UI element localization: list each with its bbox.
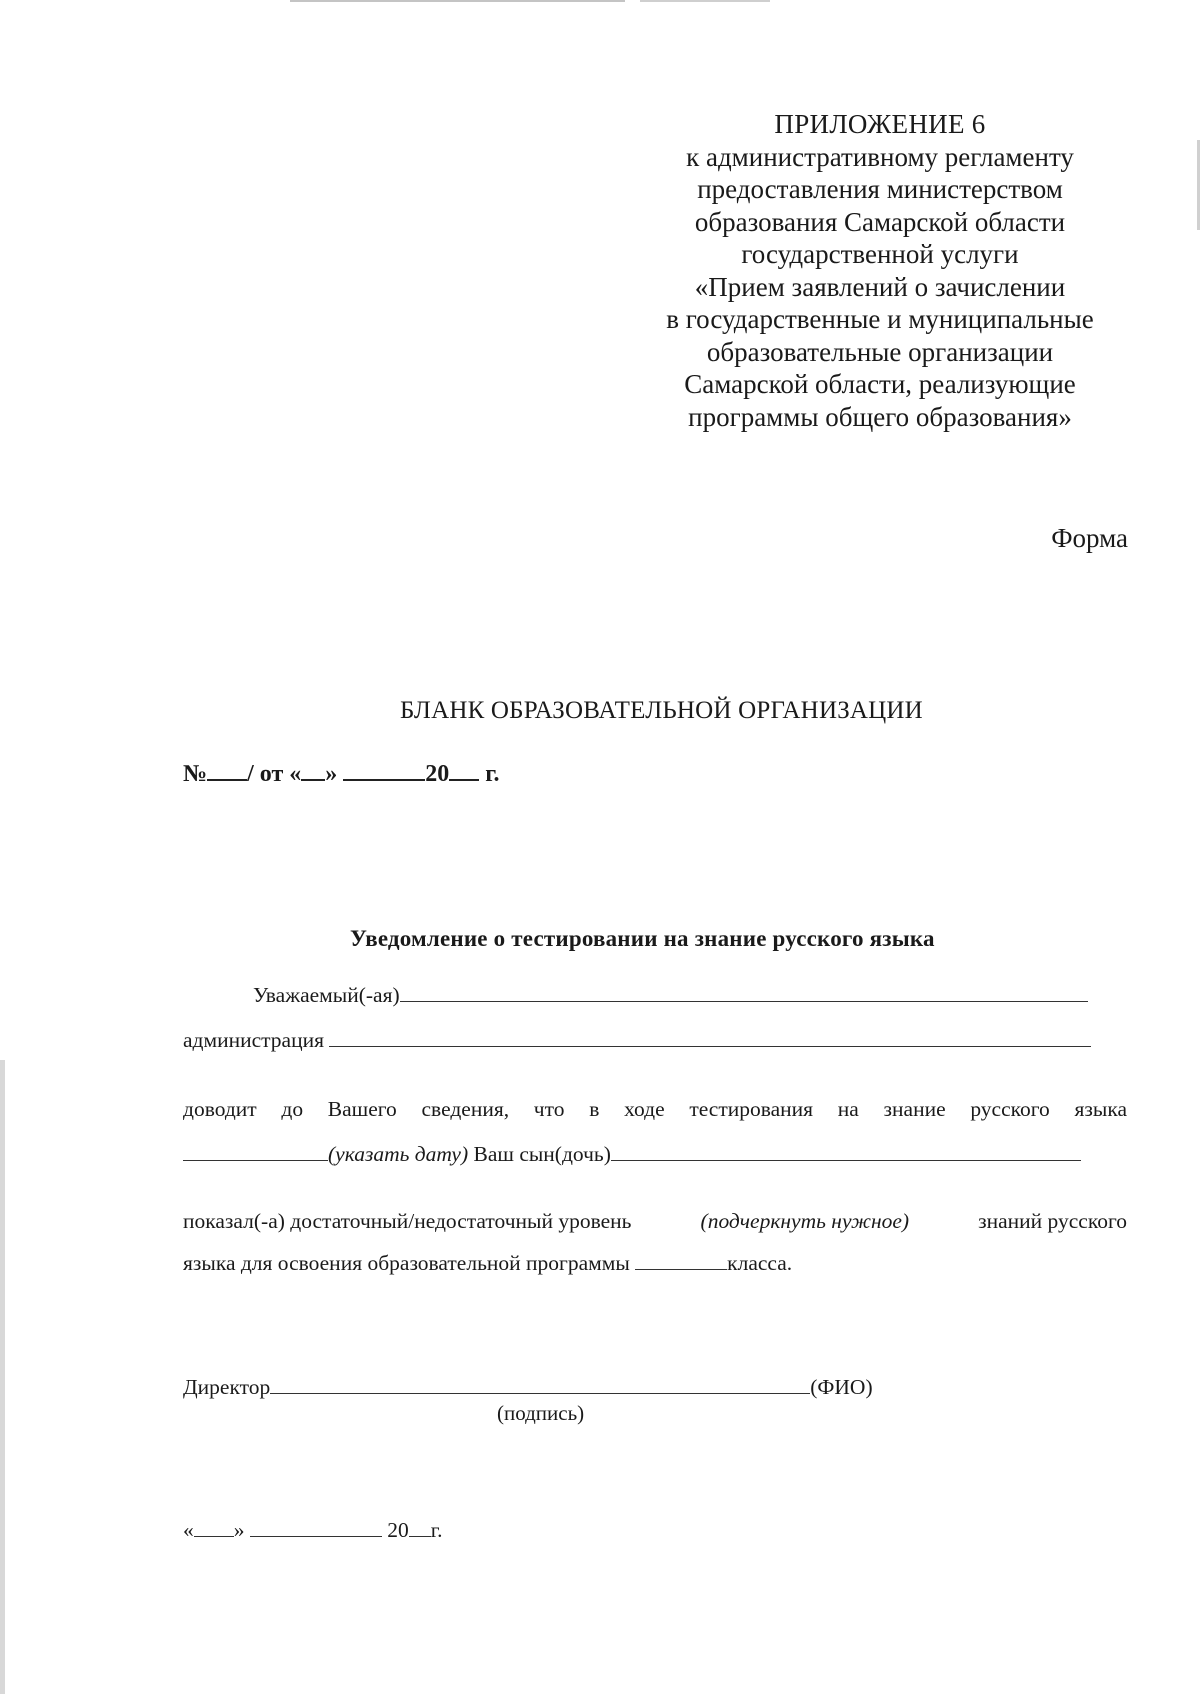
grade-label: класса. <box>727 1251 793 1275</box>
appendix-line: предоставления министерством <box>697 174 1063 204</box>
fio-label: (ФИО) <box>810 1375 873 1399</box>
appendix-title: ПРИЛОЖЕНИЕ 6 <box>774 109 986 139</box>
date-child-row <box>183 1142 1081 1167</box>
appendix-line: программы общего образования» <box>688 401 1072 432</box>
appendix-header <box>640 108 1120 433</box>
child-name-field[interactable] <box>611 1142 1081 1161</box>
appendix-line: государственной услуги <box>741 239 1019 269</box>
signature-date-row <box>183 1518 443 1543</box>
quote-open: « <box>183 1518 194 1542</box>
sign-month-field[interactable] <box>250 1518 382 1537</box>
program-row <box>183 1251 792 1276</box>
appendix-line: Самарской области, реализующие <box>684 369 1076 399</box>
director-row <box>183 1375 873 1400</box>
from-label: / от « <box>247 761 302 787</box>
sign-year-prefix: 20 <box>387 1518 409 1542</box>
year-suffix: г. <box>485 761 500 787</box>
informs-row: доводит до Вашего сведения, что в ходе тестирования на знание русского языка <box>183 1097 1127 1121</box>
respected-label: Уважаемый(-ая) <box>253 983 400 1007</box>
quote-close: » <box>325 761 338 787</box>
appendix-line: к административному регламенту <box>686 141 1074 172</box>
scan-artifact <box>0 1060 5 1694</box>
grade-field[interactable] <box>635 1251 727 1270</box>
number-sign: № <box>183 761 208 787</box>
year-field[interactable] <box>449 757 479 781</box>
sign-day-field[interactable] <box>194 1518 234 1537</box>
specify-date-hint: (указать дату) <box>328 1142 469 1166</box>
program-text: языка для освоения образовательной программы <box>183 1251 630 1275</box>
year-prefix: 20 <box>425 761 450 787</box>
appendix-line: «Прием заявлений о зачислении <box>694 271 1066 302</box>
showed-level-row <box>183 1209 1127 1234</box>
number-field[interactable] <box>207 757 247 781</box>
appendix-line: в государственные и муниципальные <box>666 304 1094 334</box>
document-number-line <box>183 757 499 788</box>
administration-label: администрация <box>183 1028 324 1052</box>
blank-title: БЛАНК ОБРАЗОВАТЕЛЬНОЙ ОРГАНИЗАЦИИ <box>400 697 923 724</box>
sign-year-suffix: г. <box>430 1518 443 1542</box>
director-label: Директор <box>183 1375 271 1399</box>
form-label: Форма <box>1051 523 1128 553</box>
day-field[interactable] <box>301 757 325 781</box>
administration-field[interactable] <box>329 1028 1091 1047</box>
notice-title: Уведомление о тестировании на знание русского языка <box>350 926 935 951</box>
scan-artifact <box>640 0 770 2</box>
respected-row <box>253 983 1088 1008</box>
quote-close: » <box>233 1518 245 1542</box>
underline-needed-hint: (подчеркнуть нужное) <box>700 1209 910 1233</box>
scan-artifact <box>290 0 625 2</box>
knowledge-text: знаний русского <box>978 1209 1127 1233</box>
director-signature-field[interactable] <box>270 1375 810 1394</box>
appendix-line: образования Самарской области <box>694 206 1066 237</box>
recipient-name-field[interactable] <box>400 983 1088 1002</box>
month-field[interactable] <box>343 757 425 781</box>
signature-note: (подпись) <box>497 1401 585 1425</box>
showed-level-text: показал(-а) достаточный/недостаточный уровень <box>183 1209 632 1233</box>
appendix-line: образовательные организации <box>706 336 1054 367</box>
your-child-label: Ваш сын(дочь) <box>473 1142 611 1166</box>
sign-year-field[interactable] <box>409 1518 431 1537</box>
test-date-field[interactable] <box>183 1142 328 1161</box>
administration-row <box>183 1028 1091 1053</box>
